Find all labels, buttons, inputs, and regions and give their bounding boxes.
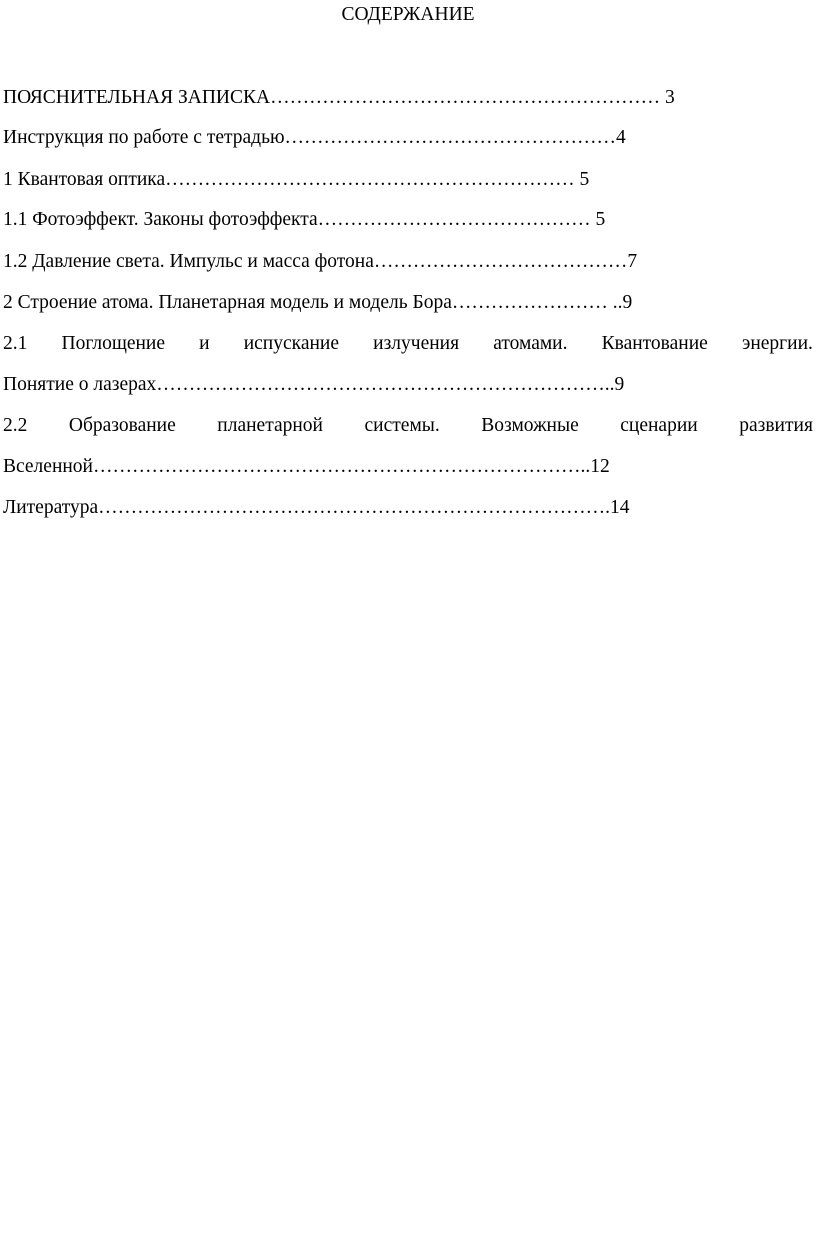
toc-word: системы. [364,415,440,436]
toc-entry-absorption-emission [3,332,813,356]
toc-entry-atom-structure: 2 Строение атома. Планетарная модель и модель Бора…………………… ..9 [3,292,633,313]
toc-word: Образование [68,415,176,436]
toc-word: развития [739,415,813,436]
toc-entry-light-pressure: 1.2 Давление света. Импульс и масса фотона…………………………………7 [3,251,638,272]
toc-word: испускание [243,333,340,354]
toc-word: Возможные [481,415,579,436]
toc-entry-lasers: Понятие о лазерах……………………………………………………………..9 [3,374,625,395]
toc-word: энергии. [741,333,813,354]
toc-word: Квантование [601,333,708,354]
toc-word: и [199,333,210,354]
toc-word: 2.2 [3,415,28,436]
toc-entry-photoeffect: 1.1 Фотоэффект. Законы фотоэффекта…………………………………… 5 [3,209,606,230]
toc-word: атомами. [493,333,568,354]
toc-entry-planetary-system [3,414,813,438]
toc-entry-literature: Литература…………………………………………………………………….14 [3,497,630,518]
page-title: СОДЕРЖАНИЕ [341,4,475,25]
toc-word: Поглощение [61,333,166,354]
toc-word: излучения [373,333,460,354]
toc-entry-universe: Вселенной…………………………………………………………………..12 [3,456,610,477]
toc-entry-explanatory-note: ПОЯСНИТЕЛЬНАЯ ЗАПИСКА…………………………………………………… 3 [3,87,675,108]
toc-word: сценарии [620,415,698,436]
toc-word: планетарной [217,415,323,436]
toc-entry-quantum-optics: 1 Квантовая оптика……………………………………………………… 5 [3,169,590,190]
toc-entry-notebook-instructions: Инструкция по работе с тетрадью……………………………………………4 [3,127,626,148]
toc-word: 2.1 [3,333,28,354]
